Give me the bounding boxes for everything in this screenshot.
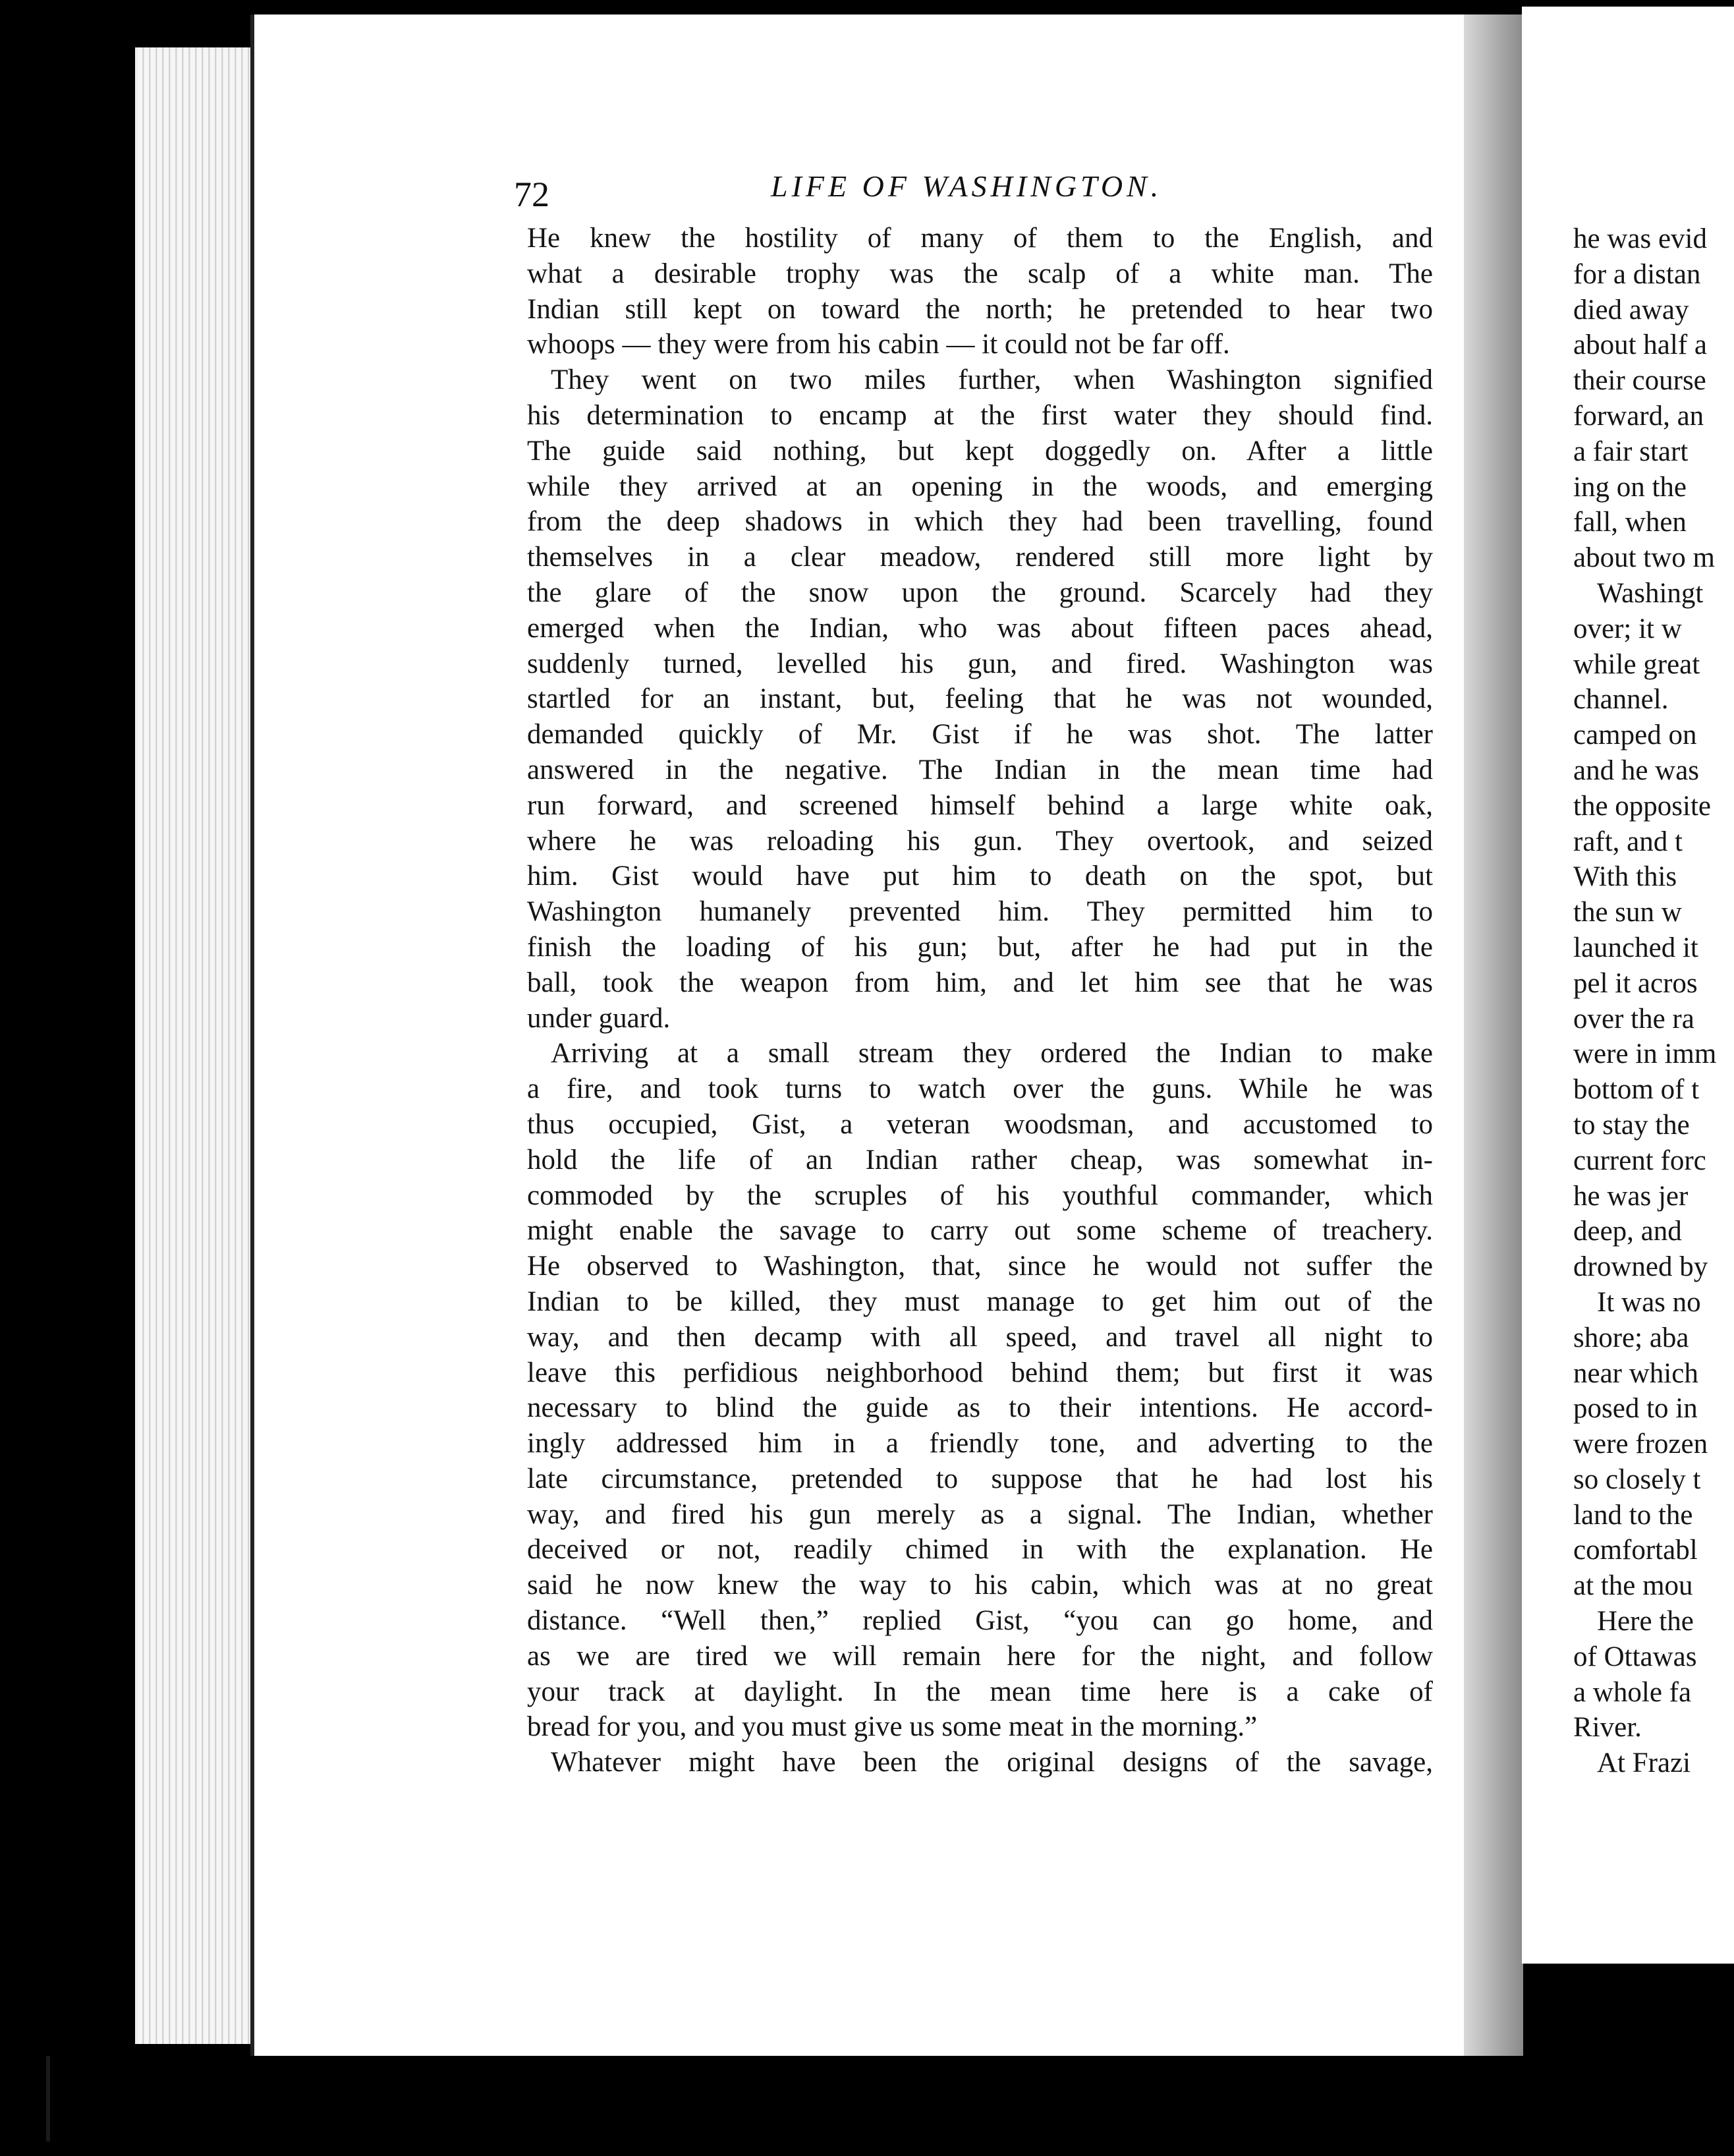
text-line: ing on the — [1573, 471, 1687, 503]
text-line: the sun w — [1573, 897, 1682, 928]
text-line: way, and fired his gun merely as a signal. The Indian, whether — [527, 1498, 1433, 1530]
text-line: commoded by the scruples of his youthful commander, which — [527, 1179, 1433, 1211]
text-line: the opposite — [1573, 790, 1711, 822]
text-line: run forward, and screened himself behind a large white oak, — [527, 789, 1433, 821]
text-line: of Ottawas — [1573, 1641, 1697, 1672]
text-line: about half a — [1573, 329, 1707, 361]
text-line: over; it w — [1573, 613, 1682, 644]
text-line: his determination to encamp at the first water they should find. — [527, 399, 1433, 431]
text-line: comfortabl — [1573, 1535, 1698, 1566]
text-line: Washington humanely prevented him. They permitted him to — [527, 896, 1433, 928]
text-line: River. — [1573, 1712, 1642, 1744]
text-line: Indian still kept on toward the north; he pretended to hear two — [527, 293, 1433, 325]
text-line: said he now knew the way to his cabin, which was at no great — [527, 1570, 1433, 1601]
text-line: startled for an instant, but, feeling that he was not wounded, — [527, 683, 1433, 715]
text-line: deep, and — [1573, 1216, 1682, 1247]
text-line: Whatever might have been the original designs of the savage, — [551, 1747, 1433, 1778]
text-line: deceived or not, readily chimed in with the explanation. He — [527, 1534, 1433, 1566]
text-line: finish the loading of his gun; but, after he had put in the — [527, 931, 1433, 963]
text-line: over the ra — [1573, 1003, 1694, 1035]
text-line: At Frazi — [1597, 1747, 1691, 1779]
text-line: bottom of t — [1573, 1074, 1700, 1106]
text-line: your track at daylight. In the mean time here is a cake of — [527, 1676, 1433, 1707]
text-line: late circumstance, pretended to suppose that he had lost his — [527, 1463, 1433, 1494]
text-line: the glare of the snow upon the ground. Scarcely had they — [527, 577, 1433, 608]
text-line: where he was reloading his gun. They overtook, and seized — [527, 825, 1433, 857]
text-line: drowned by — [1573, 1251, 1708, 1283]
text-line: might enable the savage to carry out some scheme of treachery. — [527, 1215, 1433, 1247]
text-line: camped on — [1573, 720, 1697, 751]
text-line: a fair start — [1573, 436, 1689, 467]
text-line: ball, took the weapon from him, and let him see that he was — [527, 967, 1433, 998]
text-line: land to the — [1573, 1499, 1693, 1531]
text-line: hold the life of an Indian rather cheap, was somewhat in- — [527, 1144, 1433, 1176]
text-line: bread for you, and you must give us some meat in the morning.” — [527, 1711, 1258, 1743]
text-line: necessary to blind the guide as to their intentions. He accord- — [527, 1392, 1433, 1424]
text-line: themselves in a clear meadow, rendered still more light by — [527, 542, 1433, 573]
text-line: forward, an — [1573, 400, 1704, 432]
text-line: Here the — [1597, 1606, 1694, 1637]
margin-mark — [46, 2056, 50, 2142]
running-head: LIFE OF WASHINGTON. — [771, 169, 1163, 203]
left-page-body — [527, 221, 1433, 1780]
text-line: to stay the — [1573, 1109, 1690, 1141]
text-line: demanded quickly of Mr. Gist if he was shot. The latter — [527, 719, 1433, 751]
text-line: him. Gist would have put him to death on the spot, but — [527, 861, 1433, 892]
text-line: whoops — they were from his cabin — it could not be far off. — [527, 329, 1230, 360]
text-line: launched it — [1573, 932, 1698, 963]
text-line: raft, and t — [1573, 826, 1683, 857]
text-line: He observed to Washington, that, since he would not suffer the — [527, 1251, 1433, 1282]
page-number: 72 — [514, 175, 549, 214]
text-line: he was jer — [1573, 1180, 1689, 1212]
text-line: from the deep shadows in which they had been travelling, found — [527, 506, 1433, 538]
text-line: He knew the hostility of many of them to the English, and — [527, 223, 1433, 254]
text-line: under guard. — [527, 1002, 671, 1034]
text-line: pel it acros — [1573, 967, 1698, 999]
text-line: he was evid — [1573, 223, 1707, 254]
text-line: posed to in — [1573, 1393, 1698, 1425]
text-line: With this — [1573, 861, 1677, 893]
right-page-body — [1573, 221, 1734, 1781]
page-stack-edge — [135, 47, 256, 2044]
text-line: It was no — [1597, 1286, 1701, 1318]
text-line: ingly addressed him in a friendly tone, and adverting to the — [527, 1428, 1433, 1460]
text-line: Indian to be killed, they must manage to get him out of the — [527, 1286, 1433, 1317]
text-line: a whole fa — [1573, 1676, 1692, 1708]
text-line: and he was — [1573, 754, 1700, 786]
text-line: distance. “Well then,” replied Gist, “you can go home, and — [527, 1605, 1433, 1637]
text-line: for a distan — [1573, 258, 1701, 290]
text-line: channel. — [1573, 684, 1669, 716]
text-line: Washingt — [1597, 577, 1704, 609]
text-line: while they arrived at an opening in the woods, and emerging — [527, 470, 1433, 502]
text-line: suddenly turned, levelled his gun, and fired. Washington was — [527, 648, 1433, 679]
text-line: as we are tired we will remain here for the night, and follow — [527, 1640, 1433, 1672]
text-line: were in imm — [1573, 1038, 1717, 1070]
text-line: answered in the negative. The Indian in the mean time had — [527, 754, 1433, 785]
text-line: emerged when the Indian, who was about fifteen paces ahead, — [527, 612, 1433, 644]
text-line: current forc — [1573, 1145, 1706, 1176]
text-line: at the mou — [1573, 1570, 1693, 1602]
text-line: near which — [1573, 1357, 1698, 1389]
text-line: were frozen — [1573, 1429, 1708, 1460]
text-line: way, and then decamp with all speed, and travel all night to — [527, 1321, 1433, 1353]
text-line: while great — [1573, 648, 1700, 680]
page-header — [514, 169, 1436, 220]
text-line: so closely t — [1573, 1463, 1701, 1495]
text-line: died away — [1573, 294, 1689, 326]
text-line: a fire, and took turns to watch over the guns. While he was — [527, 1073, 1433, 1105]
text-line: what a desirable trophy was the scalp of a white man. The — [527, 258, 1433, 289]
text-line: fall, when — [1573, 507, 1687, 538]
book-gutter — [1464, 14, 1523, 2056]
text-line: The guide said nothing, but kept doggedly on. After a little — [527, 435, 1433, 467]
text-line: They went on two miles further, when Washington signified — [551, 364, 1433, 396]
text-line: shore; aba — [1573, 1322, 1689, 1353]
text-line: leave this perfidious neighborhood behind them; but first it was — [527, 1357, 1433, 1388]
text-line: Arriving at a small stream they ordered the Indian to make — [551, 1038, 1433, 1069]
text-line: about two m — [1573, 542, 1715, 574]
text-line: thus occupied, Gist, a veteran woodsman, and accustomed to — [527, 1108, 1433, 1140]
text-line: their course — [1573, 365, 1706, 397]
